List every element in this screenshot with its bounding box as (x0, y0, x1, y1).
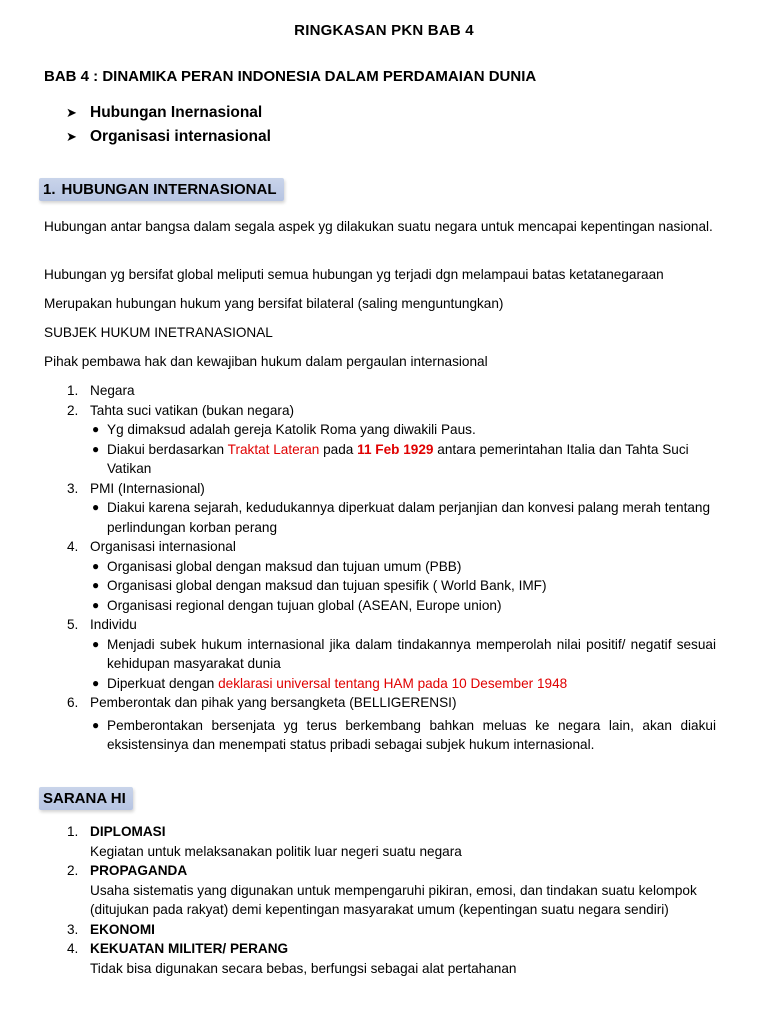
bullet-icon: ● (92, 597, 100, 612)
subject-intro: Pihak pembawa hak dan kewajiban hukum dalam pergaulan internasional (44, 354, 488, 369)
topic-item (66, 125, 271, 149)
list-item (44, 861, 716, 920)
item-title: EKONOMI (90, 921, 155, 937)
section-number: 1. (43, 181, 56, 198)
item-label: Pemberontak dan pihak yang bersangketa (BELLIGERENSI) (90, 695, 457, 710)
item-number: 4. (67, 539, 79, 554)
item-number: 4. (67, 941, 79, 956)
sub-item (90, 440, 716, 479)
bullet-icon: ● (92, 558, 100, 573)
item-number: 6. (67, 695, 79, 710)
sub-item (90, 576, 716, 596)
item-number: 2. (67, 402, 79, 418)
sub-list (90, 635, 716, 694)
sub-list (90, 557, 716, 616)
sub-text: Organisasi global dengan maksud dan tujuan umum (PBB) (107, 558, 462, 574)
bullet-icon: ● (92, 422, 100, 436)
subject-list (44, 381, 716, 755)
sub-text: Yg dimaksud adalah gereja Katolik Roma yang diwakili Paus. (107, 422, 476, 437)
item-number: 2. (67, 863, 79, 878)
section-heading-sarana-hi (39, 787, 133, 810)
sub-item (90, 596, 716, 616)
sub-item (90, 716, 716, 755)
item-label: Tahta suci vatikan (bukan negara) (90, 402, 295, 418)
highlight-text: deklarasi universal tentang HAM pada 10 Desember 1948 (218, 675, 568, 691)
section-title: HUBUNGAN INTERNASIONAL (61, 181, 277, 198)
item-number: 1. (67, 383, 79, 398)
item-label: Negara (90, 383, 135, 398)
item-number: 1. (67, 824, 79, 839)
sub-item (90, 557, 716, 577)
chapter-heading: BAB 4 : DINAMIKA PERAN INDONESIA DALAM PERDAMAIAN DUNIA (44, 68, 537, 85)
subject-heading: SUBJEK HUKUM INETRANASIONAL (44, 325, 273, 340)
list-item (44, 939, 716, 978)
bullet-icon: ● (92, 717, 100, 732)
sub-text: Organisasi global dengan maksud dan tujuan spesifik ( World Bank, IMF) (107, 578, 547, 593)
list-item (44, 822, 716, 861)
sub-list (90, 498, 716, 537)
highlight-date: 11 Feb 1929 (357, 441, 434, 457)
list-item (44, 479, 716, 538)
topic-list (66, 101, 271, 149)
bullet-icon: ● (92, 441, 100, 456)
sub-text: Diakui karena sejarah, kedudukannya diperkuat dalam perjanjian dan konvesi palang merah tentang perlindungan korban perang (107, 500, 711, 535)
topic-item (66, 101, 271, 125)
sub-text: Organisasi regional dengan tujuan global (ASEAN, Europe union) (107, 597, 502, 613)
list-item (44, 401, 716, 479)
list-item (44, 537, 716, 615)
bullet-icon: ● (92, 675, 100, 690)
section-title: SARANA HI (43, 790, 126, 807)
arrow-bullet-icon: ➤ (66, 105, 77, 120)
sub-text: pada (319, 441, 358, 457)
sub-text: Diakui berdasarkan (107, 441, 228, 457)
paragraph: Hubungan antar bangsa dalam segala aspek yg dilakukan suatu negara untuk mencapai kepentingan nasional. (44, 219, 713, 234)
document-title: RINGKASAN PKN BAB 4 (294, 22, 474, 39)
sub-text: antara pemerintahan Italia dan Tahta Suci Vatikan (107, 441, 689, 476)
sarana-list (44, 822, 716, 978)
sub-item (90, 498, 716, 537)
highlight-text: Traktat Lateran (227, 441, 320, 457)
item-label: Individu (90, 617, 137, 632)
item-title: DIPLOMASI (90, 824, 166, 839)
item-title: KEKUATAN MILITER/ PERANG (90, 941, 289, 956)
bullet-icon: ● (92, 578, 100, 592)
sub-text: Diperkuat dengan (107, 675, 219, 691)
arrow-bullet-icon: ➤ (66, 129, 77, 144)
sub-text: Pemberontakan bersenjata yg terus berkembang bahkan meluas ke negara lain, akan diakui eksistensinya dan menempati status pribadi sebagai subjek hukum internasional. (107, 717, 716, 752)
list-item (44, 615, 716, 693)
bullet-icon: ● (92, 636, 100, 651)
sub-item (90, 420, 716, 440)
item-label: PMI (Internasional) (90, 480, 205, 496)
item-label: Organisasi internasional (90, 539, 236, 554)
bullet-icon: ● (92, 500, 100, 514)
section-heading-hubungan-internasional (39, 178, 284, 201)
list-item (44, 381, 716, 401)
sub-item (90, 635, 716, 674)
list-item (44, 693, 716, 755)
sub-text: Menjadi subek hukum internasional jika dalam tindakannya memperolah nilai positif/ negatif sesuai kehidupan masyarakat dunia (107, 636, 716, 671)
paragraph: Hubungan yg bersifat global meliputi semua hubungan yg terjadi dgn melampaui batas ketatanegaraan (44, 267, 664, 282)
item-number: 5. (67, 617, 79, 632)
item-title: PROPAGANDA (90, 863, 188, 878)
paragraph: Merupakan hubungan hukum yang bersifat bilateral (saling menguntungkan) (44, 296, 504, 311)
item-number: 3. (67, 921, 79, 937)
item-description: Tidak bisa digunakan secara bebas, berfungsi sebagai alat pertahanan (90, 960, 517, 976)
sub-item (90, 674, 716, 694)
item-number: 3. (67, 480, 79, 496)
list-item (44, 920, 716, 940)
topic-label: Organisasi internasional (90, 128, 271, 145)
sub-list (90, 716, 716, 755)
topic-label: Hubungan Inernasional (90, 104, 263, 121)
item-description: Kegiatan untuk melaksanakan politik luar negeri suatu negara (90, 843, 462, 859)
item-description: Usaha sistematis yang digunakan untuk mempengaruhi pikiran, emosi, dan tindakan suatu kelompok (ditujukan pada rakyat) demi kepentingan masyarakat umum (kepentingan suatu negara sendiri) (90, 882, 697, 917)
sub-list (90, 420, 716, 479)
